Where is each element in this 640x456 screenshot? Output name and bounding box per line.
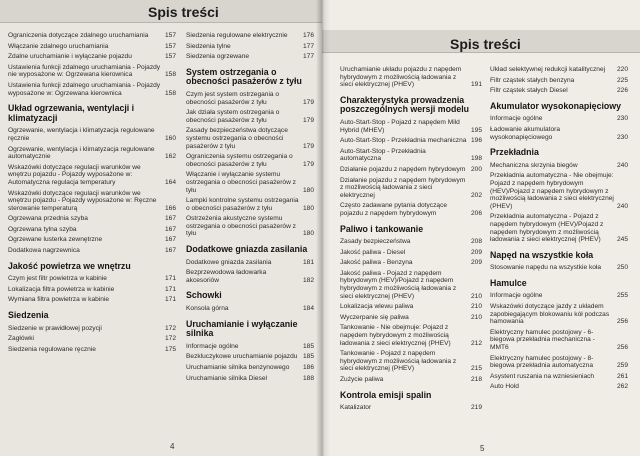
toc-entry[interactable] <box>186 109 314 124</box>
toc-entry-page: 209 <box>470 259 482 267</box>
toc-entry[interactable] <box>186 32 314 40</box>
toc-entry-page: 171 <box>164 275 176 283</box>
toc-entry[interactable] <box>490 213 628 243</box>
toc-entry-page: 177 <box>302 42 314 50</box>
toc-entry[interactable] <box>490 162 628 170</box>
toc-entry-page: 167 <box>164 247 176 255</box>
toc-entry-text: Auto-Start-Stop - Przekładnia automatyczna <box>340 147 426 163</box>
toc-entry[interactable] <box>340 177 482 200</box>
section-heading: Przekładnia <box>490 147 539 158</box>
toc-entry-page: 180 <box>302 186 314 194</box>
toc-entry-text: Zdalne uruchamianie i wyłączanie pojazdu <box>8 53 132 61</box>
toc-entry-page: 167 <box>164 225 176 233</box>
toc-entry-page: 218 <box>470 376 482 383</box>
toc-entry-text: Układ selektywnej redukcji katalitycznej <box>490 66 606 73</box>
toc-entry-page: 208 <box>470 238 482 246</box>
toc-entry-text: Tankowanie - Nie obejmuje: Pojazd z napędem hybrydowym z możliwością ładowania z sieci elektrycznej (PHEV) <box>340 324 451 347</box>
toc-entry-text: Tankowanie - Pojazd z napędem hybrydowym z możliwością ładowania z sieci elektrycznej (PHEV) <box>340 350 457 373</box>
toc-entry-text: Ogrzewane lusterka zewnętrzne <box>8 236 103 244</box>
toc-entry-text: Auto Hold <box>490 383 519 391</box>
toc-entry[interactable] <box>340 66 482 89</box>
toc-entry-text: Czym jest system ostrzegania o obecności pasażerów z tyłu <box>186 90 280 106</box>
toc-entry-page: 157 <box>164 32 176 39</box>
toc-entry-text: Ograniczenia systemu ostrzegania o obecności pasażerów z tyłu <box>186 153 293 168</box>
toc-entry-page: 158 <box>164 71 176 79</box>
toc-entry-page: 182 <box>302 276 314 284</box>
toc-entry[interactable] <box>186 364 314 372</box>
toc-entry-page: 164 <box>164 178 176 186</box>
toc-entry-text: Często zadawane pytania dotyczące pojazdu z napędem hybrydowym <box>340 202 448 217</box>
toc-entry[interactable] <box>8 296 176 304</box>
toc-entry[interactable] <box>8 64 176 79</box>
toc-entry-text: Informacje ogólne <box>490 292 543 300</box>
toc-entry-text: Wskazówki dotyczące regulacji warunków we wnętrzu pojazdu - Pojazdy wyposażone w: Ręczne sterowanie temperaturą <box>8 189 157 212</box>
toc-entry-text: Siedzenia regulowane elektrycznie <box>186 32 288 39</box>
toc-entry-text: Lampki kontrolne systemu ostrzegania o obecności pasażerów z tyłu <box>186 197 299 212</box>
toc-entry-text: Dodatkowa nagrzewnica <box>8 247 80 255</box>
toc-entry-text: Uruchamianie silnika benzynowego <box>186 364 290 371</box>
toc-entry[interactable] <box>340 166 482 174</box>
toc-entry-text: Ustawienia funkcji zdalnego uruchamiania - Pojazdy wyposażone w: Ogrzewana kierownica <box>8 81 161 97</box>
toc-entry-page: 180 <box>302 230 314 238</box>
toc-entry-text: Uruchamianie układu pojazdu z napędem hybrydowym z możliwością ładowania z sieci elektrycznej (PHEV) <box>340 66 462 89</box>
toc-entry-page: 256 <box>616 344 628 352</box>
toc-entry[interactable] <box>186 215 314 238</box>
toc-entry-text: Jakość paliwa - Benzyna <box>340 259 413 267</box>
section-heading: System ostrzegania o obecności pasażerów z tyłu <box>186 66 302 87</box>
section-heading: Jakość powietrza we wnętrzu <box>8 260 131 271</box>
toc-entry-page: 212 <box>470 339 482 347</box>
toc-entry[interactable] <box>490 172 628 210</box>
toc-entry[interactable] <box>186 375 314 383</box>
toc-entry-page: 166 <box>164 204 176 212</box>
toc-entry-page: 220 <box>616 66 628 73</box>
toc-entry-page: 158 <box>164 89 176 97</box>
toc-entry-text: Dodatkowe gniazda zasilania <box>186 258 272 266</box>
toc-entry-page: 176 <box>302 32 314 39</box>
left-column-1 <box>8 32 176 356</box>
toc-entry[interactable] <box>490 66 628 74</box>
toc-entry-page: 210 <box>470 303 482 311</box>
toc-entry-text: Ograniczenia dotyczące zdalnego uruchamiania <box>8 32 149 39</box>
toc-entry[interactable] <box>340 270 482 300</box>
toc-entry-text: Katalizator <box>340 404 372 412</box>
toc-entry[interactable] <box>490 115 628 123</box>
toc-entry[interactable] <box>8 127 176 142</box>
toc-entry[interactable] <box>186 127 314 150</box>
toc-entry-text: Filtr cząstek stałych benzyna <box>490 76 575 84</box>
toc-entry-page: 185 <box>302 353 314 361</box>
right-column-1 <box>340 66 482 415</box>
section-heading: Kontrola emisji spalin <box>340 389 432 400</box>
toc-entry-page: 172 <box>164 324 176 332</box>
toc-entry-text: Jakość paliwa - Pojazd z napędem hybrydowym (HEV)/Pojazd z napędem hybrydowym z możliwością ładowania z sieci elektrycznej (PHEV) <box>340 269 457 300</box>
toc-entry-text: Siedzenia regulowane ręcznie <box>8 345 96 353</box>
toc-entry-text: Ładowanie akumulatora wysokonapięciowego <box>490 125 561 141</box>
toc-entry[interactable] <box>340 238 482 246</box>
toc-entry-page: 175 <box>164 345 176 353</box>
toc-entry[interactable] <box>186 305 314 313</box>
toc-entry-page: 240 <box>616 202 628 210</box>
toc-entry-text: Działanie pojazdu z napędem hybrydowym z możliwością ładowania z sieci elektrycznej <box>340 176 466 199</box>
toc-entry-page: 240 <box>616 161 628 169</box>
toc-entry-text: Ogrzewana tylna szyba <box>8 225 77 233</box>
toc-entry[interactable] <box>340 148 482 163</box>
toc-entry-page: 230 <box>616 115 628 123</box>
toc-entry-page: 179 <box>302 142 314 150</box>
toc-entry-page: 259 <box>616 362 628 370</box>
toc-entry-page: 256 <box>616 318 628 326</box>
toc-entry-text: Asystent ruszania na wzniesieniach <box>490 372 595 380</box>
toc-entry-page: 202 <box>470 191 482 199</box>
toc-entry[interactable] <box>490 87 628 95</box>
toc-entry-text: Jak działa system ostrzegania o obecności pasażerów z tyłu <box>186 109 280 124</box>
toc-entry[interactable] <box>186 91 314 106</box>
toc-entry-page: 195 <box>470 126 482 134</box>
toc-entry[interactable] <box>8 236 176 244</box>
section-heading: Napęd na wszystkie koła <box>490 249 594 260</box>
section-heading: Hamulce <box>490 277 527 288</box>
toc-entry[interactable] <box>340 404 482 412</box>
toc-entry[interactable] <box>340 249 482 257</box>
toc-entry[interactable] <box>340 137 482 145</box>
right-page <box>322 0 640 456</box>
toc-entry-text: Lokalizacja wlewu paliwa <box>340 303 414 311</box>
toc-entry-page: 172 <box>164 335 176 343</box>
toc-entry-page: 225 <box>616 76 628 84</box>
toc-entry-page: 184 <box>302 305 314 313</box>
toc-entry-page: 171 <box>164 296 176 304</box>
toc-entry-text: Filtr cząstek stałych Diesel <box>490 87 568 95</box>
toc-entry-text: Elektryczny hamulec postojowy - 6-biegowa przekładnia mechaniczna - MMT6 <box>490 328 595 352</box>
book-gutter <box>316 0 330 456</box>
toc-entry[interactable] <box>186 171 314 194</box>
toc-entry-page: 198 <box>470 155 482 163</box>
toc-entry-text: Informacje ogólne <box>186 342 239 350</box>
toc-entry[interactable] <box>490 126 628 141</box>
toc-entry-text: Mechaniczna skrzynia biegów <box>490 161 578 169</box>
toc-entry[interactable] <box>8 146 176 161</box>
toc-entry[interactable] <box>8 53 176 61</box>
toc-entry[interactable] <box>490 355 628 370</box>
toc-entry[interactable] <box>8 275 176 283</box>
toc-entry-text: Bezprzewodowa ładowarka akcesoriów <box>186 269 267 284</box>
toc-entry[interactable] <box>340 376 482 384</box>
toc-entry-page: 250 <box>616 264 628 272</box>
toc-entry[interactable] <box>490 292 628 300</box>
toc-entry-page: 210 <box>470 292 482 300</box>
toc-entry-text: Zagłówki <box>8 335 35 343</box>
toc-entry[interactable] <box>8 164 176 187</box>
toc-entry-page: 167 <box>164 236 176 244</box>
toc-entry[interactable] <box>186 269 314 284</box>
toc-entry-page: 185 <box>302 342 314 350</box>
toc-entry-text: Elektryczny hamulec postojowy - 8-biegowa przekładnia automatyczna <box>490 354 594 370</box>
section-heading: Akumulator wysokonapięciowy <box>490 100 622 111</box>
toc-entry[interactable] <box>490 264 628 272</box>
toc-entry[interactable] <box>186 197 314 212</box>
toc-entry[interactable] <box>8 82 176 97</box>
right-page-number: 5 <box>480 444 485 453</box>
toc-entry-text: Auto-Start-Stop - Przekładnia mechaniczna <box>340 137 467 145</box>
toc-entry[interactable] <box>340 119 482 134</box>
right-page-title: Spis treści <box>450 36 521 52</box>
toc-entry-text: Auto-Start-Stop - Pojazd z napędem Mild Hybrid (MHEV) <box>340 118 460 134</box>
toc-entry-text: Działanie pojazdu z napędem hybrydowym <box>340 165 466 173</box>
toc-entry-text: Stosowanie napędu na wszystkie koła <box>490 264 602 272</box>
toc-entry-text: Siedzenie w prawidłowej pozycji <box>8 324 102 332</box>
toc-entry[interactable] <box>340 324 482 347</box>
section-heading: Siedzenia <box>8 310 49 321</box>
toc-entry-text: Uruchamianie silnika Diesel <box>186 374 267 382</box>
toc-entry-page: 196 <box>470 137 482 145</box>
section-heading: Paliwo i tankowanie <box>340 223 424 234</box>
toc-entry-page: 186 <box>302 364 314 371</box>
right-column-2 <box>490 66 628 394</box>
toc-entry[interactable] <box>340 202 482 217</box>
toc-entry-text: Zasady bezpieczeństwa <box>340 238 411 246</box>
toc-entry-page: 179 <box>302 116 314 124</box>
toc-entry-text: Czym jest filtr powietrza w kabinie <box>8 275 107 283</box>
toc-entry[interactable] <box>8 335 176 343</box>
toc-entry-page: 157 <box>164 42 176 50</box>
toc-entry-text: Informacje ogólne <box>490 115 543 123</box>
toc-entry-text: Ostrzeżenia akustyczne systemu ostrzegania o obecności pasażerów z tyłu <box>186 215 296 238</box>
toc-entry-page: 171 <box>164 285 176 293</box>
toc-entry[interactable] <box>186 153 314 168</box>
toc-entry-page: 245 <box>616 236 628 244</box>
toc-entry[interactable] <box>186 259 314 267</box>
toc-entry-text: Ogrzewanie, wentylacja i klimatyzacja regulowane ręcznie <box>8 127 155 142</box>
toc-entry[interactable] <box>8 226 176 234</box>
toc-entry[interactable] <box>340 259 482 267</box>
toc-entry-page: 262 <box>616 383 628 391</box>
section-heading: Charakterystyka prowadzenia poszczególnych wersji modelu <box>340 94 470 115</box>
toc-entry-text: Bezkluczykowe uruchamianie pojazdu <box>186 353 298 361</box>
toc-entry[interactable] <box>490 303 628 326</box>
toc-entry-text: Zasady bezpieczeństwa dotyczące systemu ostrzegania o obecności pasażerów z tyłu <box>186 127 288 150</box>
toc-entry[interactable] <box>186 53 314 61</box>
toc-entry-page: 230 <box>616 133 628 141</box>
toc-entry[interactable] <box>340 303 482 311</box>
toc-entry-page: 167 <box>164 215 176 223</box>
toc-entry-text: Wskazówki dotyczące jazdy z układem zapobiegającym blokowaniu kół podczas hamowania <box>490 303 610 326</box>
toc-entry[interactable] <box>340 350 482 373</box>
toc-entry[interactable] <box>490 329 628 352</box>
toc-entry-text: Przekładnia automatyczna - Nie obejmuje: Pojazd z napędem hybrydowym (HEV)/Pojazd z napędem hybrydowym z możliwością ładowania z sieci elektrycznej (PHEV) <box>490 172 614 210</box>
toc-entry[interactable] <box>8 43 176 51</box>
left-page-title: Spis treści <box>148 4 219 20</box>
toc-entry-page: 261 <box>616 372 628 380</box>
toc-entry[interactable] <box>8 215 176 223</box>
toc-entry-page: 162 <box>164 153 176 161</box>
toc-entry-page: 191 <box>470 81 482 89</box>
toc-entry[interactable] <box>490 383 628 391</box>
toc-entry[interactable] <box>340 314 482 322</box>
toc-entry-text: Lokalizacja filtra powietrza w kabinie <box>8 285 115 293</box>
toc-entry-page: 180 <box>302 204 314 212</box>
toc-entry-page: 188 <box>302 374 314 382</box>
toc-entry-text: Ogrzewana przednia szyba <box>8 215 88 223</box>
toc-entry-page: 226 <box>616 87 628 95</box>
section-heading: Schowki <box>186 290 222 301</box>
toc-entry-text: Konsola górna <box>186 305 229 313</box>
toc-entry[interactable] <box>186 353 314 361</box>
toc-entry-page: 157 <box>164 53 176 61</box>
toc-entry-page: 179 <box>302 98 314 106</box>
toc-entry-page: 215 <box>470 365 482 373</box>
toc-entry-page: 181 <box>302 258 314 266</box>
toc-entry[interactable] <box>8 32 176 40</box>
toc-entry[interactable] <box>8 190 176 213</box>
toc-entry-page: 206 <box>470 209 482 217</box>
toc-entry-text: Włączanie zdalnego uruchamiania <box>8 42 109 50</box>
toc-entry-text: Jakość paliwa - Diesel <box>340 248 406 256</box>
toc-entry-text: Wyczerpanie się paliwa <box>340 313 409 321</box>
toc-entry-text: Włączanie i wyłączanie systemu ostrzegania o obecności pasażerów z tyłu <box>186 171 296 194</box>
toc-entry-page: 255 <box>616 292 628 300</box>
toc-entry-text: Wymiana filtra powietrza w kabinie <box>8 296 110 304</box>
toc-entry-text: Ustawienia funkcji zdalnego uruchamiania - Pojazdy nie wyposażone w: Ogrzewana kierownica <box>8 63 161 79</box>
toc-entry-page: 210 <box>470 313 482 321</box>
section-heading: Dodatkowe gniazda zasilania <box>186 244 308 255</box>
toc-entry[interactable] <box>186 343 314 351</box>
toc-entry-page: 200 <box>470 165 482 173</box>
toc-entry-text: Wskazówki dotyczące regulacji warunków we wnętrzu pojazdu - Pojazdy wyposażone w: Automatyczna regulacja temperatury <box>8 163 141 186</box>
toc-entry-page: 160 <box>164 134 176 142</box>
toc-entry[interactable] <box>490 373 628 381</box>
toc-entry[interactable] <box>8 346 176 354</box>
toc-entry[interactable] <box>8 286 176 294</box>
toc-entry[interactable] <box>490 77 628 85</box>
toc-entry-text: Przekładnia automatyczna - Pojazd z napędem hybrydowym (HEV)/Pojazd z napędem hybrydowym z możliwością ładowania z sieci elektrycznej (PHEV) <box>490 213 604 244</box>
section-heading: Układ ogrzewania, wentylacji i klimatyzacji <box>8 103 135 123</box>
toc-entry[interactable] <box>8 325 176 333</box>
toc-entry-page: 209 <box>470 248 482 256</box>
left-page-number: 4 <box>170 442 175 451</box>
toc-entry-text: Siedzenia ogrzewane <box>186 53 250 61</box>
left-column-2 <box>186 32 314 385</box>
toc-entry-text: Ogrzewanie, wentylacja i klimatyzacja regulowane automatycznie <box>8 145 155 161</box>
toc-entry[interactable] <box>186 43 314 51</box>
toc-entry-page: 177 <box>302 53 314 61</box>
toc-entry-text: Siedzenia tylne <box>186 42 231 50</box>
section-heading: Uruchamianie i wyłączanie silnika <box>186 318 298 339</box>
toc-entry-page: 179 <box>302 160 314 168</box>
toc-entry-text: Zużycie paliwa <box>340 376 384 383</box>
toc-entry[interactable] <box>8 247 176 255</box>
toc-entry-page: 219 <box>470 404 482 412</box>
